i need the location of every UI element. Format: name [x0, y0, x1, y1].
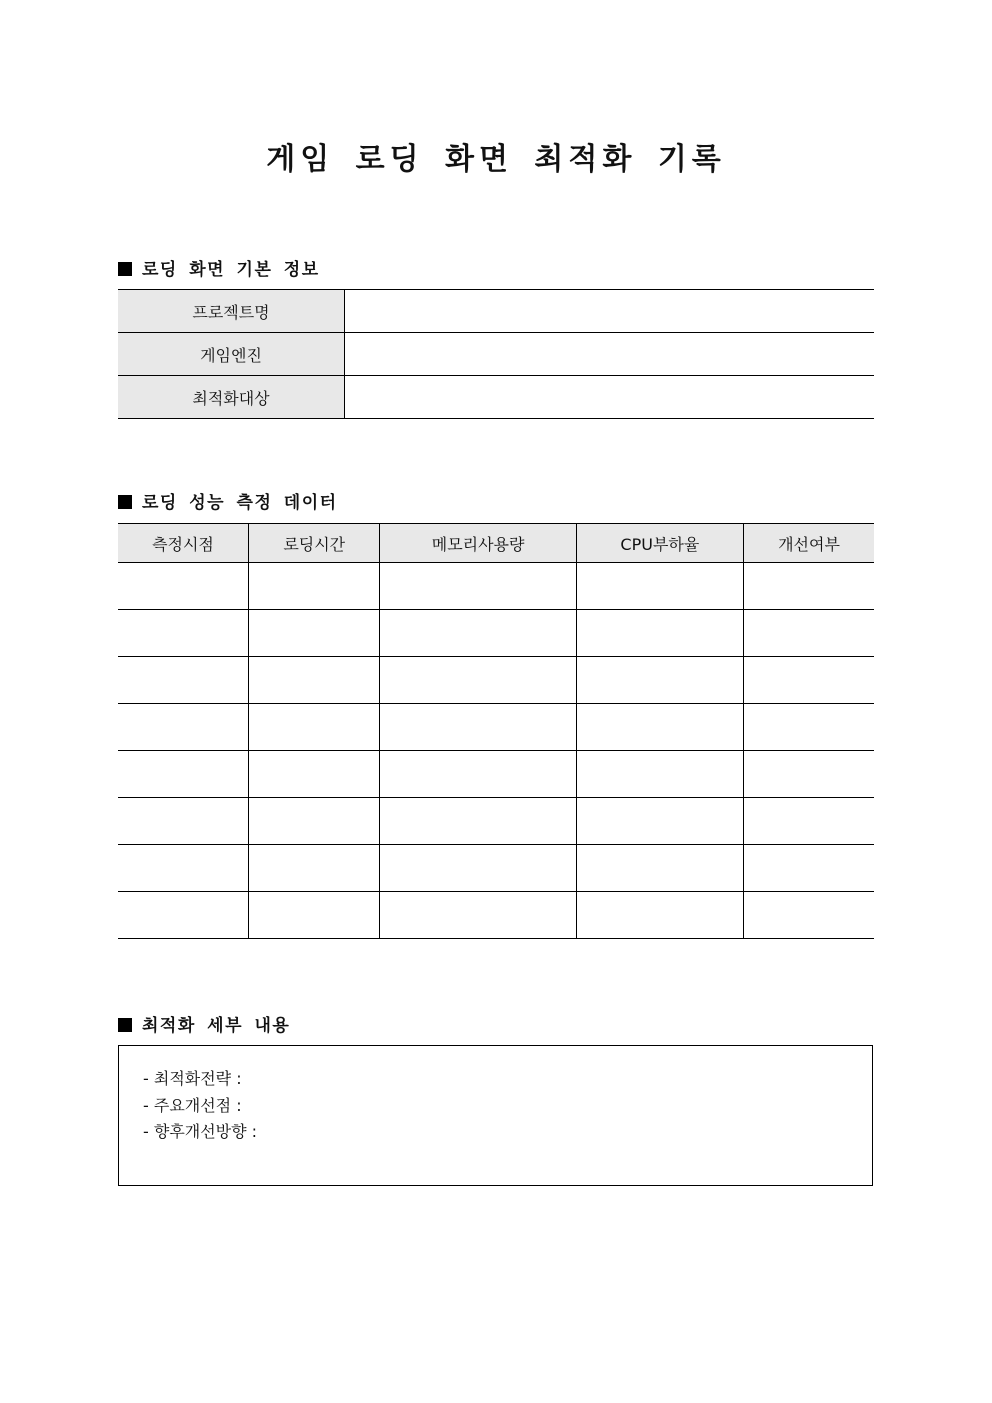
table-row — [118, 376, 874, 419]
table-cell[interactable] — [248, 704, 380, 751]
document-title: 게임 로딩 화면 최적화 기록 — [266, 142, 726, 177]
table-cell[interactable] — [380, 751, 576, 798]
detail-item-key-improvements: - 주요개선점 : — [143, 1095, 242, 1115]
table-row — [118, 845, 874, 892]
table-cell[interactable] — [118, 845, 248, 892]
section-heading-details — [118, 1011, 290, 1036]
table-header-row — [118, 524, 874, 563]
table-cell[interactable] — [576, 657, 743, 704]
field-game-engine[interactable] — [345, 333, 875, 376]
table-row — [118, 751, 874, 798]
table-cell[interactable] — [248, 751, 380, 798]
table-cell[interactable] — [380, 704, 576, 751]
table-row — [118, 798, 874, 845]
table-cell[interactable] — [744, 892, 875, 939]
table-cell[interactable] — [248, 798, 380, 845]
table-cell[interactable] — [744, 657, 875, 704]
table-cell[interactable] — [248, 563, 380, 610]
table-cell[interactable] — [576, 704, 743, 751]
square-bullet-icon — [118, 1018, 132, 1032]
label-optimization-target: 최적화대상 — [118, 376, 345, 419]
table-cell[interactable] — [118, 751, 248, 798]
table-cell[interactable] — [380, 610, 576, 657]
section-heading-text: 최적화 세부 내용 — [142, 1016, 291, 1036]
column-header-memory-usage: 메모리사용량 — [380, 524, 576, 563]
table-cell[interactable] — [118, 704, 248, 751]
table-cell[interactable] — [744, 704, 875, 751]
table-cell[interactable] — [248, 610, 380, 657]
performance-table — [118, 523, 874, 939]
details-list — [119, 1046, 872, 1146]
basic-info-table — [118, 289, 874, 419]
detail-item-strategy: - 최적화전략 : — [143, 1069, 242, 1088]
table-cell[interactable] — [118, 563, 248, 610]
section-heading-text: 로딩 화면 기본 정보 — [142, 260, 320, 280]
table-cell[interactable] — [248, 845, 380, 892]
table-row — [118, 892, 874, 939]
section-heading-basic-info — [118, 255, 320, 280]
table-cell[interactable] — [118, 657, 248, 704]
table-row — [118, 657, 874, 704]
table-cell[interactable] — [380, 845, 576, 892]
table-cell[interactable] — [576, 798, 743, 845]
label-game-engine: 게임엔진 — [118, 333, 345, 376]
table-row — [118, 290, 874, 333]
field-project-name[interactable] — [345, 290, 875, 333]
section-heading-text: 로딩 성능 측정 데이터 — [142, 493, 338, 513]
detail-item-future-direction: - 향후개선방향 : — [143, 1122, 258, 1141]
table-cell[interactable] — [380, 798, 576, 845]
table-cell[interactable] — [744, 798, 875, 845]
label-project-name: 프로젝트명 — [118, 290, 345, 333]
table-cell[interactable] — [248, 892, 380, 939]
field-optimization-target[interactable] — [345, 376, 875, 419]
square-bullet-icon — [118, 495, 132, 509]
table-cell[interactable] — [118, 892, 248, 939]
table-cell[interactable] — [576, 892, 743, 939]
table-row — [118, 563, 874, 610]
table-row — [118, 333, 874, 376]
table-cell[interactable] — [744, 751, 875, 798]
column-header-measure-point: 측정시점 — [118, 524, 248, 563]
column-header-loading-time: 로딩시간 — [248, 524, 380, 563]
table-cell[interactable] — [576, 563, 743, 610]
column-header-improved: 개선여부 — [744, 524, 875, 563]
table-cell[interactable] — [380, 563, 576, 610]
square-bullet-icon — [118, 262, 132, 276]
table-row — [118, 610, 874, 657]
table-cell[interactable] — [380, 657, 576, 704]
table-cell[interactable] — [744, 563, 875, 610]
table-cell[interactable] — [576, 610, 743, 657]
table-cell[interactable] — [118, 610, 248, 657]
table-cell[interactable] — [576, 845, 743, 892]
table-cell[interactable] — [248, 657, 380, 704]
section-heading-performance — [118, 488, 338, 513]
optimization-details-box[interactable] — [118, 1045, 873, 1186]
table-cell[interactable] — [576, 751, 743, 798]
table-cell[interactable] — [744, 610, 875, 657]
table-cell[interactable] — [380, 892, 576, 939]
table-cell[interactable] — [118, 798, 248, 845]
table-cell[interactable] — [744, 845, 875, 892]
column-header-cpu-load: CPU부하율 — [576, 524, 743, 563]
table-row — [118, 704, 874, 751]
